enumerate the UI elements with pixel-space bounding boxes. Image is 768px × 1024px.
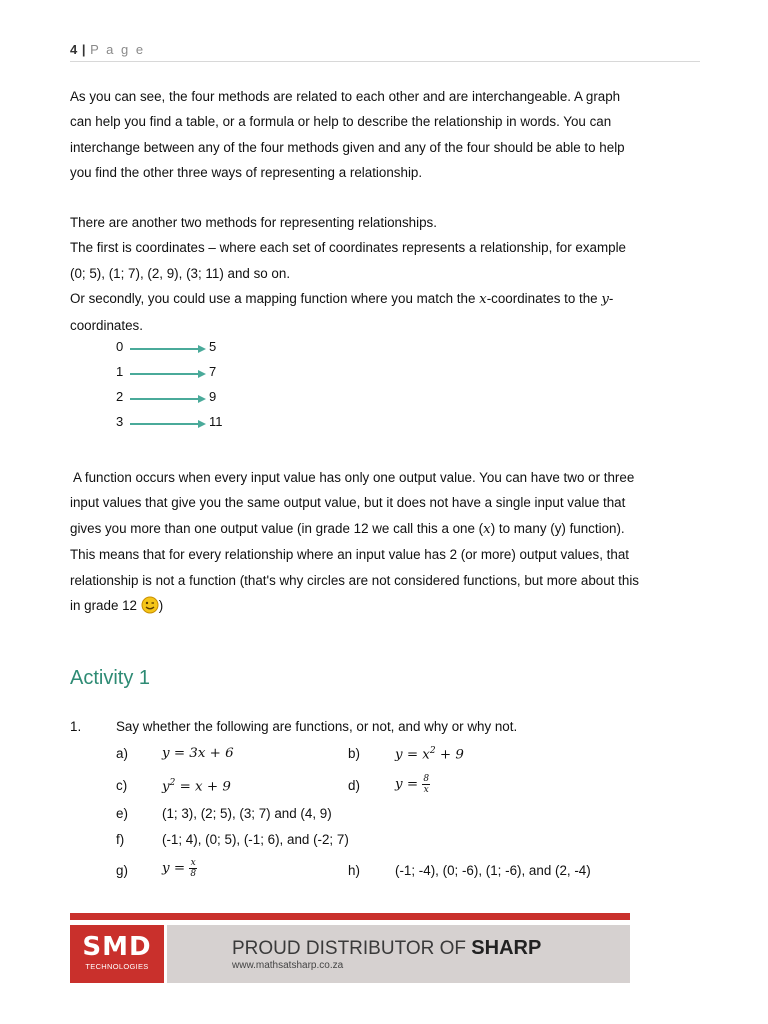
page-label: P a g e (90, 42, 146, 57)
mapping-input: 3 (116, 414, 124, 429)
methods-line: The first is coordinates – where each set of coordinates represents a relationship, for example (70, 240, 626, 256)
item-expr-a: y = 3x + 6 (162, 746, 234, 761)
fraction-numerator: x (190, 858, 196, 868)
item-label-g: g) (116, 863, 128, 878)
function-line (70, 516, 710, 542)
intro-line: interchange between any of the four methods given and any of the four should be able to help (70, 139, 625, 155)
question-text: Say whether the following are functions, or not, and why or why not. (116, 719, 518, 734)
logo-sub-text: TECHNOLOGIES (85, 962, 149, 971)
function-text: gives you more than one output value (in grade 12 we call this a one ( (70, 520, 484, 536)
function-paragraph (70, 465, 710, 618)
intro-line: As you can see, the four methods are related to each other and are interchangeable. A graph (70, 89, 621, 104)
item-expr-c (162, 778, 231, 794)
math-var-x: x (479, 292, 487, 308)
methods-text: - (608, 291, 614, 307)
expr-part: y = x (395, 747, 430, 763)
function-line: relationship is not a function (that's why circles are not considered functions, but more about this (70, 572, 639, 588)
banner-text: PROUD DISTRIBUTOR OF (232, 938, 472, 959)
expr-part: y = (162, 861, 190, 876)
item-label-a: a) (116, 746, 128, 761)
function-text: ) to many (y) function). (490, 520, 625, 536)
expr-part: = x + 9 (175, 779, 231, 795)
expr-part: y = (395, 777, 423, 792)
methods-paragraph (70, 210, 710, 338)
mapping-input: 1 (116, 364, 124, 379)
mapping-diagram (116, 339, 256, 439)
mapping-output: 7 (209, 364, 217, 379)
methods-line (70, 286, 710, 312)
methods-text: -coordinates to the (486, 291, 602, 307)
item-label-f: f) (116, 832, 125, 847)
header-separator: | (77, 42, 91, 57)
methods-line: There are another two methods for representing relationships. (70, 215, 437, 230)
math-var-y: y (601, 292, 609, 308)
item-label-e: e) (116, 806, 128, 821)
mapping-output: 9 (209, 389, 217, 404)
footer-accent-bar (70, 913, 630, 920)
expr-sup: 2 (169, 778, 176, 788)
logo-main-text: SMD (82, 932, 152, 962)
mapping-input: 0 (116, 339, 124, 354)
mapping-arrow-icon (130, 393, 206, 405)
sharp-brand: SHARP (471, 937, 542, 959)
winking-smiley-icon (141, 596, 159, 614)
fraction-denominator: 8 (190, 869, 197, 879)
item-text-e: (1; 3), (2; 5), (3; 7) and (4, 9) (162, 806, 332, 821)
intro-line: you find the other three ways of representing a relationship. (70, 165, 423, 181)
fraction (422, 774, 430, 795)
item-label-b: b) (348, 746, 360, 761)
mapping-arrow-icon (130, 343, 206, 355)
intro-paragraph (70, 84, 710, 186)
item-text-f: (-1; 4), (0; 5), (-1; 6), and (-2; 7) (162, 832, 349, 847)
mapping-arrow-icon (130, 368, 206, 380)
expr-part: + 9 (435, 747, 464, 763)
fraction-denominator: x (423, 785, 429, 795)
item-label-d: d) (348, 778, 360, 793)
methods-text: Or secondly, you could use a mapping function where you match the (70, 291, 480, 307)
banner-title (232, 937, 541, 960)
page-header (70, 42, 145, 57)
mapping-output: 5 (209, 339, 217, 354)
activity-heading: Activity 1 (70, 667, 151, 689)
item-label-h: h) (348, 863, 360, 878)
function-line (70, 593, 710, 618)
function-text: ) (158, 598, 164, 614)
item-expr-b (395, 746, 464, 762)
item-expr-d (395, 774, 430, 795)
methods-line: (0; 5), (1; 7), (2, 9), (3; 11) and so on. (70, 265, 291, 281)
banner-url: www.mathsatsharp.co.za (232, 960, 344, 971)
function-text: in grade 12 (70, 598, 141, 614)
expr-sup: 2 (429, 746, 436, 756)
mapping-input: 2 (116, 389, 124, 404)
methods-line: coordinates. (70, 317, 143, 333)
item-text-h: (-1; -4), (0; -6), (1; -6), and (2, -4) (395, 863, 591, 878)
smd-logo (70, 925, 164, 983)
footer-banner (167, 925, 630, 983)
expr-part: y (162, 779, 170, 795)
fraction (189, 858, 197, 879)
function-line: This means that for every relationship where an input value has 2 (or more) output values, that (70, 547, 629, 563)
function-line: A function occurs when every input value has only one output value. You can have two or three (70, 470, 635, 485)
question-number: 1. (70, 719, 82, 734)
function-line: input values that give you the same output value, but it does not have a single input value that (70, 495, 626, 511)
header-rule (70, 61, 700, 62)
math-var-x: x (483, 521, 491, 537)
intro-line: can help you find a table, or a formula or help to describe the relationship in words. You can (70, 114, 612, 130)
fraction-numerator: 8 (423, 774, 430, 784)
mapping-arrow-icon (130, 418, 206, 430)
item-label-c: c) (116, 778, 128, 793)
page-number: 4 (70, 42, 78, 57)
mapping-output: 11 (209, 414, 223, 429)
item-expr-g (162, 858, 197, 879)
